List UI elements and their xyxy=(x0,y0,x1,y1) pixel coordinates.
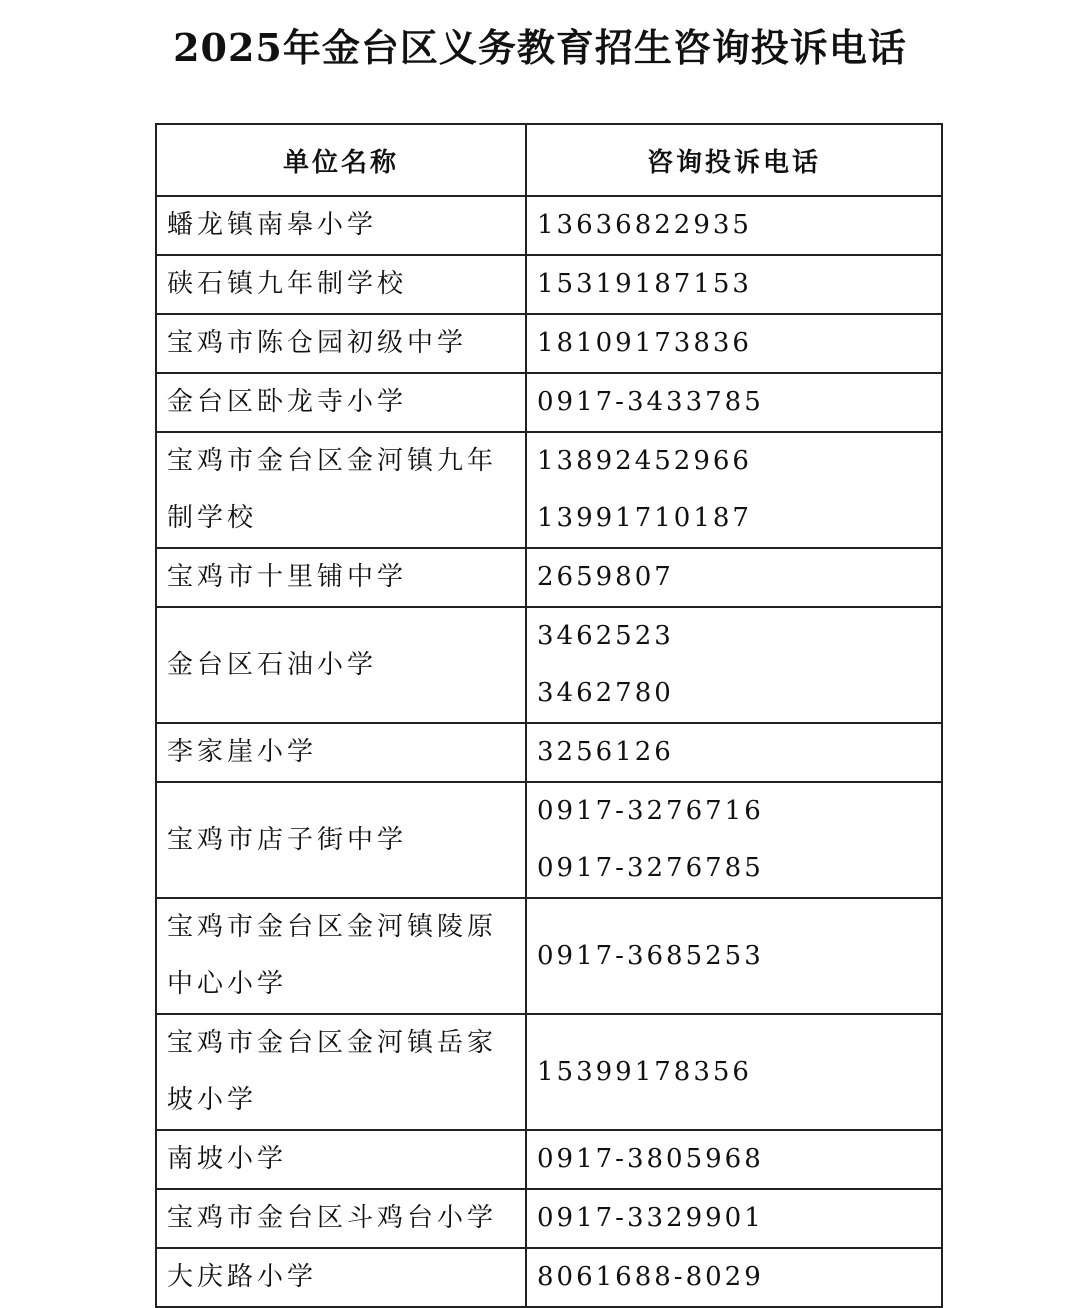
phone-number: 18109173836 xyxy=(537,328,752,358)
unit-name-cell: 宝鸡市金台区金河镇岳家坡小学 xyxy=(156,1014,526,1130)
phone-number: 0917-3329901 xyxy=(537,1203,764,1233)
unit-name-cell: 宝鸡市店子街中学 xyxy=(156,782,526,898)
phone-number: 3462780 xyxy=(537,678,674,708)
table-row xyxy=(156,1130,942,1189)
phone-number: 13991710187 xyxy=(537,503,752,533)
phone-number: 13636822935 xyxy=(537,210,752,240)
phone-cell xyxy=(526,723,942,782)
phone-cell xyxy=(526,314,942,373)
phone-cell xyxy=(526,1130,942,1189)
table-row xyxy=(156,607,942,723)
phone-number: 15399178356 xyxy=(537,1056,752,1087)
unit-name-cell: 宝鸡市陈仓园初级中学 xyxy=(156,314,526,373)
phone-cell xyxy=(526,255,942,314)
unit-name-cell: 蟠龙镇南皋小学 xyxy=(156,196,526,255)
phone-cell xyxy=(526,196,942,255)
table-row xyxy=(156,196,942,255)
phone-number: 8061688-8029 xyxy=(537,1262,764,1292)
unit-name-cell: 李家崖小学 xyxy=(156,723,526,782)
phone-number: 3256126 xyxy=(537,737,674,767)
unit-name-cell: 大庆路小学 xyxy=(156,1248,526,1307)
unit-name-cell: 金台区石油小学 xyxy=(156,607,526,723)
unit-name-cell: 宝鸡市金台区金河镇陵原中心小学 xyxy=(156,898,526,1014)
phone-number: 0917-3276716 xyxy=(537,796,764,826)
phone-number: 2659807 xyxy=(537,562,674,592)
phone-number: 0917-3685253 xyxy=(537,940,764,971)
table-row xyxy=(156,548,942,607)
table-header-row xyxy=(156,124,942,196)
table-row xyxy=(156,723,942,782)
unit-name-cell: 宝鸡市金台区斗鸡台小学 xyxy=(156,1189,526,1248)
table-row xyxy=(156,373,942,432)
phone-cell xyxy=(526,607,942,723)
table-row xyxy=(156,1014,942,1130)
contact-table xyxy=(155,123,943,1308)
unit-name-cell: 南坡小学 xyxy=(156,1130,526,1189)
table-row xyxy=(156,432,942,548)
phone-cell xyxy=(526,1189,942,1248)
phone-cell xyxy=(526,373,942,432)
phone-cell xyxy=(526,1014,942,1130)
phone-cell xyxy=(526,548,942,607)
unit-name-cell: 硖石镇九年制学校 xyxy=(156,255,526,314)
page-title: 2025年金台区义务教育招生咨询投诉电话 xyxy=(173,25,907,70)
unit-name-cell: 宝鸡市金台区金河镇九年制学校 xyxy=(156,432,526,548)
table-row xyxy=(156,314,942,373)
phone-number: 0917-3805968 xyxy=(537,1144,764,1174)
phone-number: 0917-3276785 xyxy=(537,853,764,883)
phone-cell xyxy=(526,1248,942,1307)
table-row xyxy=(156,898,942,1014)
phone-number: 15319187153 xyxy=(537,269,752,299)
table-row xyxy=(156,782,942,898)
phone-cell xyxy=(526,432,942,548)
header-phone: 咨询投诉电话 xyxy=(526,124,942,196)
phone-number: 0917-3433785 xyxy=(537,387,764,417)
phone-cell xyxy=(526,782,942,898)
phone-number: 13892452966 xyxy=(537,446,752,476)
header-unit-name: 单位名称 xyxy=(156,124,526,196)
table-row xyxy=(156,1248,942,1307)
table-row xyxy=(156,255,942,314)
unit-name-cell: 金台区卧龙寺小学 xyxy=(156,373,526,432)
unit-name-cell: 宝鸡市十里铺中学 xyxy=(156,548,526,607)
phone-cell xyxy=(526,898,942,1014)
table-row xyxy=(156,1189,942,1248)
phone-number: 3462523 xyxy=(537,621,674,651)
